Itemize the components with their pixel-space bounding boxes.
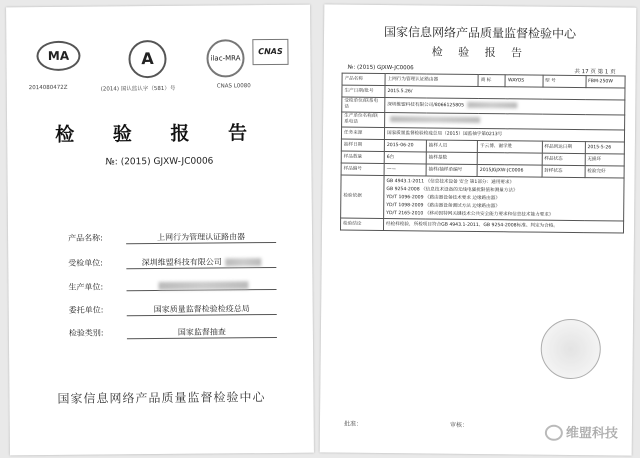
- basis-line: YD/T 2165-2010 《移动因特网关键技术公共安全能力要求和信息技术能力要求》: [386, 211, 554, 218]
- report-header: 国家信息网络产品质量监督检验中心: [383, 25, 577, 42]
- field-label: 产品名称:: [68, 233, 103, 243]
- field-label: 委托单位:: [68, 305, 104, 315]
- table-cell: 样品数量: [341, 151, 384, 163]
- certification-logos: [36, 39, 286, 81]
- report-number: №: (2015) GJXW-JC0006: [105, 156, 214, 168]
- page-count: 共 17 页 第 1 页: [574, 69, 616, 76]
- table-cell: 抽样基数: [426, 152, 477, 165]
- table-cell: 生产日期/批号: [342, 85, 385, 97]
- table-cell: 产品名称: [342, 73, 385, 85]
- wechat-icon: [545, 425, 563, 441]
- table-cell: 型 号: [542, 75, 585, 87]
- table-row: [341, 175, 624, 221]
- watermark: 维盟科技: [545, 421, 618, 441]
- basis-line: YD/T 1096-2009 《路由器设备技术要求 边缘路由器》: [386, 195, 500, 202]
- redaction-blur: [467, 102, 517, 109]
- table-cell: 国家质量监督检验检疫总局（2015）国监抽字第0213号: [384, 128, 624, 143]
- redaction-blur: [158, 281, 248, 290]
- conclusion-cell: 经检样检验，所检项目符合GB 4943.1-2011、GB 9254-2008标准。判定为合格。: [383, 219, 623, 234]
- field-value: [126, 280, 276, 291]
- cert-number-1: 2014080472Z: [28, 84, 68, 92]
- table-cell: 抽样人员: [426, 140, 477, 153]
- official-seal-stamp: [540, 319, 601, 380]
- cal-logo: A: [128, 40, 166, 78]
- table-cell: 抽样日期: [341, 139, 384, 151]
- table-cell: 于云博、谢学胜: [477, 140, 541, 153]
- ilac-logo: ilac-MRA: [206, 39, 244, 77]
- report-number: №: (2015) GJXW-JC0006: [347, 64, 414, 72]
- redaction-blur: [390, 116, 480, 123]
- field-value: 深圳维盟科技有限公司: [126, 256, 276, 269]
- field-label: 受检单位:: [68, 258, 104, 268]
- field-value: 国家监督抽查: [127, 326, 277, 339]
- table-cell: FBM-250W: [586, 76, 626, 88]
- table-cell: 样品到达日期: [542, 141, 585, 153]
- cma-logo: MA: [36, 41, 80, 71]
- table-cell: 2015-06-20: [384, 140, 426, 152]
- report-title: 检 验 报 告: [431, 45, 529, 60]
- table-row: [340, 218, 623, 233]
- field-value: 上网行为管理认证路由器: [126, 231, 276, 244]
- field-label: 生产单位:: [68, 282, 104, 292]
- table-cell: ——: [384, 164, 426, 176]
- table-cell: 样品编号: [341, 163, 384, 175]
- table-cell: 2015JGJXW-JC0006: [477, 164, 541, 177]
- cert-number-3: CNAS L0080: [216, 83, 251, 90]
- cert-number-2: (2014) 国认监认字（581）号: [100, 85, 176, 93]
- table-cell: 检验完好: [585, 166, 625, 178]
- basis-line: YD/T 1098-2009 《路由器设备测试方法 边缘路由器》: [386, 203, 500, 210]
- basis-line: GB 9254-2008 《信息技术设备的无线电骚扰限值和测量方法》: [386, 187, 518, 194]
- cover-page: [6, 5, 314, 456]
- table-cell: 上网行为管理认证路由器: [385, 74, 478, 87]
- review-label: 审核：: [449, 421, 469, 429]
- table-cell: 受检单位/联系电话: [342, 97, 385, 112]
- table-cell: 商 标: [478, 74, 505, 86]
- report-table: [340, 73, 626, 234]
- table-cell: 任务来源: [341, 127, 384, 139]
- redaction-blur: [225, 258, 261, 266]
- field-label: 检验类别:: [68, 328, 104, 338]
- table-cell: 封样状态: [542, 165, 585, 177]
- approval-label: 批准：: [343, 420, 363, 428]
- table-cell: 抽样/抽样单编号: [426, 164, 477, 177]
- table-cell: 生产单位名称/联系电话: [342, 112, 385, 127]
- table-cell: 2015.5.26/: [385, 86, 625, 101]
- table-cell: 深圳维盟科技有限公司/8066125805: [385, 98, 625, 116]
- table-cell: 样品状态: [542, 153, 585, 165]
- table-cell: 检验依据: [341, 175, 384, 218]
- table-cell: WAYOS: [505, 75, 542, 87]
- table-cell: 检验结论: [340, 218, 383, 230]
- cover-footer-org: 国家信息网络产品质量监督检验中心: [57, 390, 266, 406]
- cnas-logo: CNAS: [252, 39, 288, 65]
- report-page: [320, 4, 637, 455]
- table-cell: 无损坏: [585, 154, 625, 166]
- table-cell: 6台: [384, 152, 426, 164]
- basis-line: GB 4943.1-2011 《信息技术设备 安全 第1部分：通用要求》: [386, 179, 515, 186]
- inspection-basis-cell: [384, 176, 624, 222]
- table-cell: 2015-5-26: [585, 142, 625, 154]
- cover-title: 检 验 报 告: [55, 122, 264, 146]
- table-cell: [477, 152, 541, 165]
- field-value: 国家质量监督检验检疫总局: [127, 303, 277, 316]
